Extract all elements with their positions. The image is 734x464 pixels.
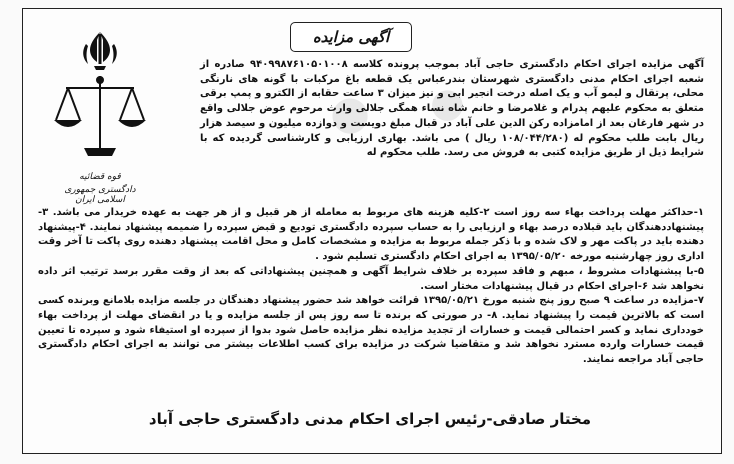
watermark: ● bbox=[330, 85, 371, 139]
watermark: ● bbox=[430, 80, 465, 126]
terms-item: ۱-حداکثر مهلت پرداخت بهاء سه روز است ۲-کلیه هزینه های مربوط به معامله از هر قبیل و از هر جهت به عهده خریدار می باشد. ۳- پیشنهاددهندگان باید قبلاده درصد بهاء و ارزیابی را به حساب سپرده دادگستری توديع و قبض سپرده را ضمیمه پیشنهاد نمایند. ۴-پیشنهاد دهنده باید در پاکت مهر و لاک شده و با ذکر جمله مربوط به مزایده و مشخصات کامل و محل اقامت پیشنهاد دهنده روی پاکت تا آخر وقت اداری روز چهارشنبه مورخه ۱۳۹۵/۰۵/۲۰ به اجرای احکام دادگستری تسلیم شود . bbox=[38, 207, 704, 263]
notice-intro-tail: بهاری ارزیابی و کارشناسی گردیده که با شرایط ذیل از طریق مزایده کتبی به فروش می رسد. طلب محکوم له bbox=[200, 132, 704, 159]
emblem-caption-courts: دادگستری جمهوری اسلامی ایران bbox=[64, 185, 136, 205]
notice-terms bbox=[38, 206, 704, 368]
notice-title bbox=[290, 22, 412, 52]
notice-intro-text: آگهی مزایده اجرای احکام دادگستری حاجی آباد بموجب پرونده کلاسه ۹۴۰۹۹۸۷۶۱۰۵۰۱۰۰۸ صادره از شعبه اجرای احکام مدنی دادگستری شهرستان بندرعباس یک قطعه باغ مرکبات با گونه های نارنگی محلی، پرتقال و لیمو آب و یک اصله درخت انجیر ابی و نیز میزان ۳ ساعت حقابه از الکترو و پمپ برقی متعلق به محکوم علیهم پدرام و غلامرضا و خانم شاه نساء همگی جلالی وارث مرحوم عوض جلالی واقع در شهر فارغان بعد از امامزاده رکن الدین علی آباد در قبال مبلغ دویست و دوازده میلیون و سیصد هزار ریال بابت طلب محکوم له (۱۰۸/۰۴۴/۲۸۰ ریال ) می باشد. bbox=[200, 59, 705, 144]
notice-signature: مختار صادقی-رئیس اجرای احکام مدنی دادگستری حاجی آباد bbox=[148, 410, 592, 428]
notice-title-text: آگهی مزایده bbox=[312, 28, 390, 46]
terms-item: ۵-با پیشنهادات مشروط ، مبهم و فاقد سپرده بر خلاف شرایط آگهی و همچنین پیشنهاداتی که بعد از وقت مقرر برسد ترتیب اثر داده نخواهد شد ۶-اجرای احکام در قبال پیشنهادات مختار است. bbox=[38, 265, 704, 292]
notice-intro-paragraph bbox=[200, 58, 704, 161]
terms-item: ۷-مزایده در ساعت ۹ صبح روز پنج شنبه مورخ ۱۳۹۵/۰۵/۲۱ قرائت خواهد شد حضور پیشنهاد دهندگان در جلسه مزایده بلامانع وبرنده کسی است که بالاترین قیمت را پیشنهاد نماید. ۸- در صورتی که برنده تا سه روز پس از جلسه مزایده و یا در انقضای مهلت از پرداخت بهاء خودداری نماید و کسر احتمالی قیمت و خسارات از تجدید مزایده نظر مزایده حاصل شود بدوا از سپرده او استیفاء شود و سپرده تا تعیین قیمت خسارات وارده مسترد نخواهد شد و متقاضیا شرکت در مزایده برای کسب اطلاعات بیشتر می توانند به اجرای احکام دادگستری حاجی آباد مراجعه نمایند. bbox=[38, 295, 705, 366]
emblem-caption-judiciary: قوه قضائیه bbox=[79, 172, 121, 182]
emblem bbox=[50, 20, 150, 205]
iran-emblem-scales-icon bbox=[50, 20, 150, 170]
